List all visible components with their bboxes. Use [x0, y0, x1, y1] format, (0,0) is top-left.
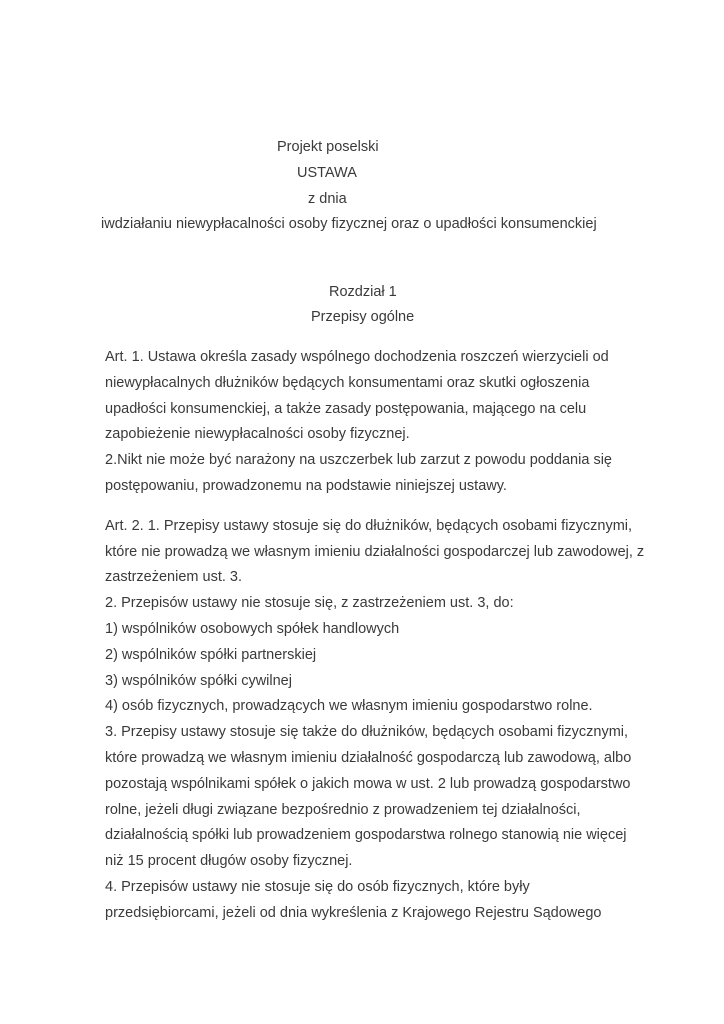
document-title: iwdziałaniu niewypłacalności osoby fizycznej oraz o upadłości konsumenckiej [101, 216, 597, 232]
chapter-name: Przepisy ogólne [311, 309, 415, 325]
article-2-para-3: 3. Przepisy ustawy stosuje się także do dłużników, będących osobami fizycznymi, które prowadzą we własnym imieniu działalność gospodarczą lub zawodową, albo pozostają wspólnikami spółek o jakich mowa w ust. 2 lub prowadzą gospodarstwo rolne, jeżeli długi związane bezpośrednio z prowadzeniem tej działalności, działalnością spółki lub prowadzeniem gospodarstwa rolnego stanowią nie więcej niż 15 procent długów osoby fizycznej. [105, 724, 632, 870]
article-2-item-2: 2) wspólników spółki partnerskiej [105, 646, 317, 663]
article-2-item-4: 4) osób fizycznych, prowadzących we własnym imieniu gospodarstwo rolne. [105, 698, 593, 715]
article-1-para-1: Art. 1. Ustawa określa zasady wspólnego dochodzenia roszczeń wierzycieli od niewypłacalnych dłużników będących konsumentami oraz skutki ogłoszenia upadłości konsumenckiej, a także zasady postępowania, mającego na celu zapobieżenie niewypłacalności osoby fizycznej. [105, 349, 609, 443]
article-2-item-3: 3) wspólników spółki cywilnej [105, 672, 292, 689]
document-date: z dnia [308, 191, 347, 207]
article-2-para-4: 4. Przepisów ustawy nie stosuje się do osób fizycznych, które były przedsiębiorcami, jeżeli od dnia wykreślenia z Krajowego Rejestru Sądowego [105, 878, 602, 921]
paragraph-gap [105, 500, 645, 514]
article-1-para-2: 2.Nikt nie może być narażony na uszczerbek lub zarzut z powodu poddania się postępowaniu, prowadzonemu na podstawie niniejszej ustawy. [105, 452, 612, 494]
article-2-item-1: 1) wspólników osobowych spółek handlowych [105, 620, 400, 637]
article-2-para-1: Art. 2. 1. Przepisy ustawy stosuje się do dłużników, będących osobami fizycznymi, które nie prowadzą we własnym imieniu działalności gospodarczej lub zawodowej, z zastrzeżeniem ust. 3. [105, 517, 645, 586]
chapter-number: Rozdział 1 [329, 284, 397, 300]
article-2-para-2: 2. Przepisów ustawy nie stosuje się, z zastrzeżeniem ust. 3, do: [105, 595, 514, 612]
document-body [105, 345, 645, 927]
project-label: Projekt poselski [277, 139, 379, 155]
document-type: USTAWA [297, 165, 357, 181]
